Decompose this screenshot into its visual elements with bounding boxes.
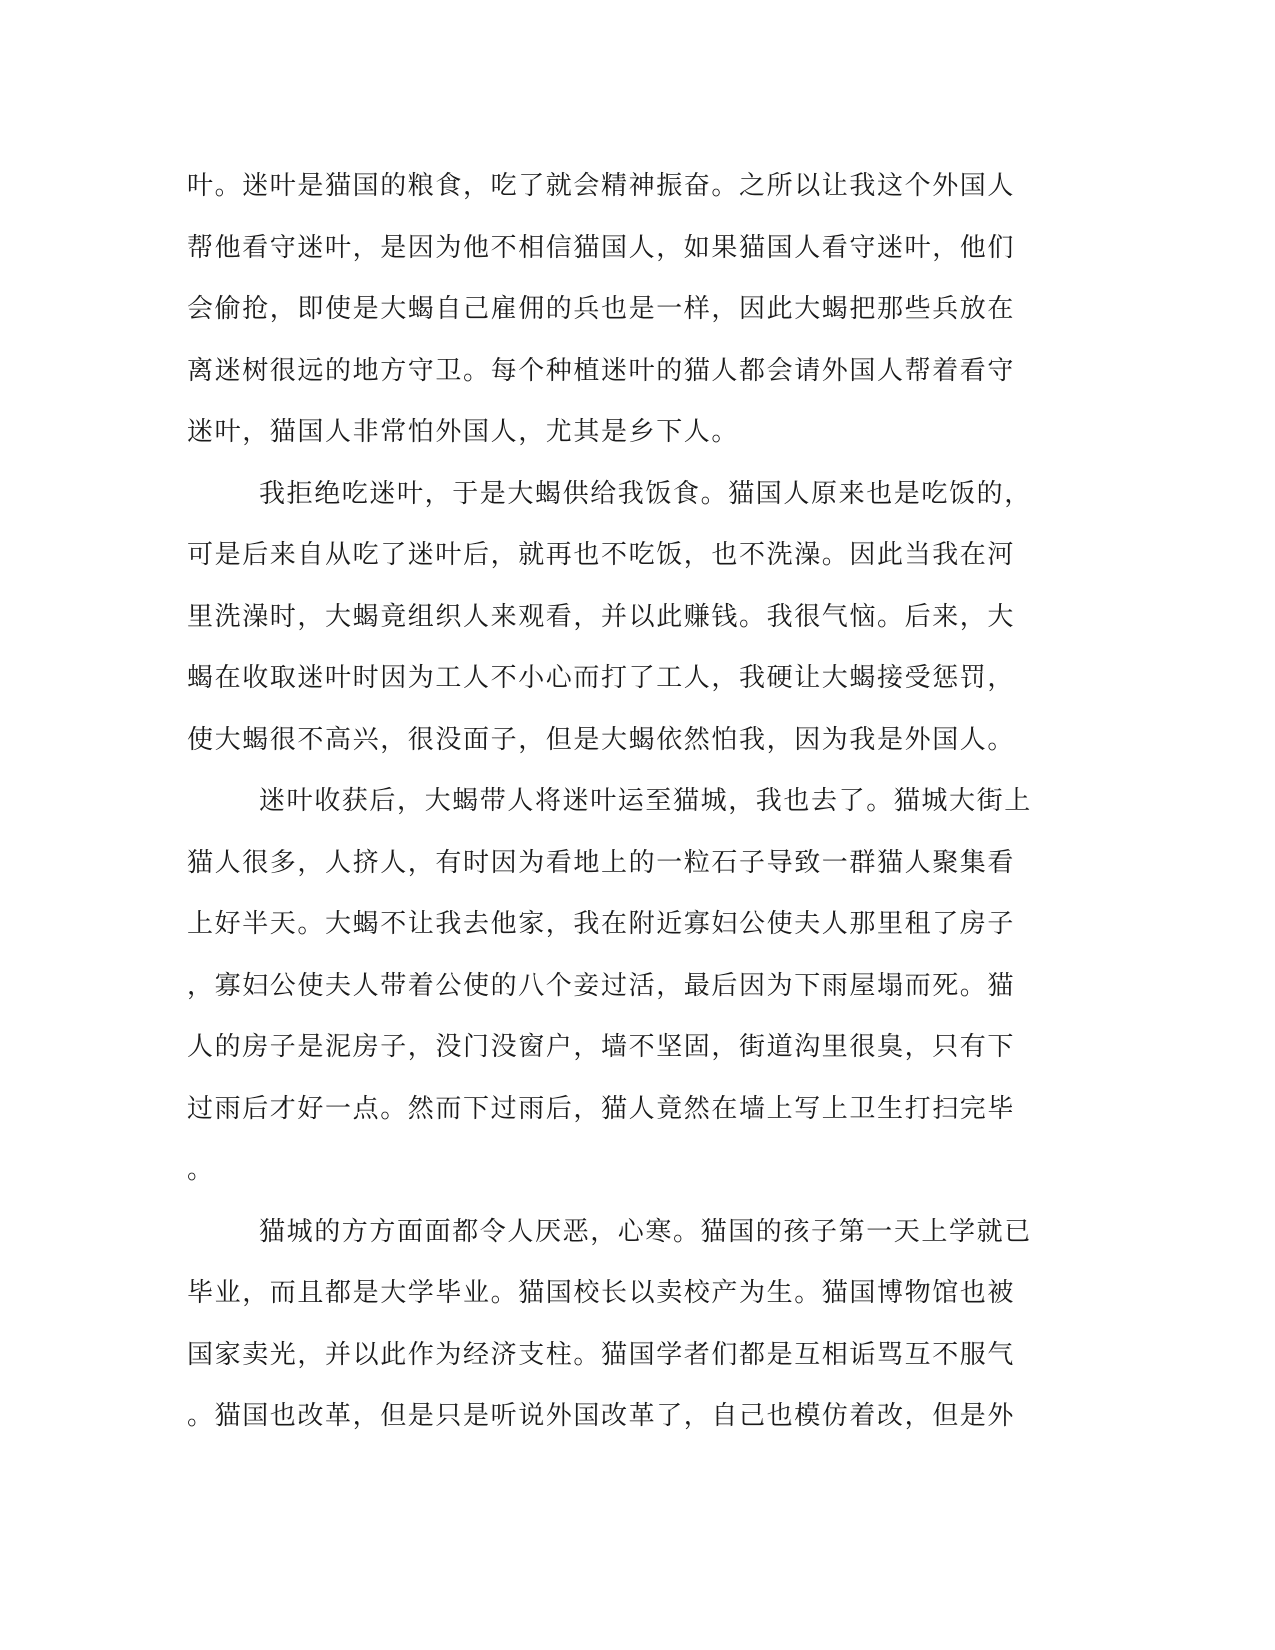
- text-line: 。猫国也改革，但是只是听说外国改革了，自己也模仿着改，但是外: [187, 1401, 1016, 1431]
- text-line: 上好半天。大蝎不让我去他家，我在附近寡妇公使夫人那里租了房子: [187, 909, 1016, 939]
- text-line: 猫人很多，人挤人，有时因为看地上的一粒石子导致一群猫人聚集看: [187, 847, 1016, 878]
- text-line: 人的房子是泥房子，没门没窗户，墙不坚固，街道沟里很臭，只有下: [187, 1032, 1016, 1062]
- text-line: 毕业，而且都是大学毕业。猫国校长以卖校产为生。猫国博物馆也被: [187, 1278, 1016, 1308]
- text-line: 迷叶，猫国人非常怕外国人，尤其是乡下人。: [187, 417, 740, 447]
- text-line: 离迷树很远的地方守卫。每个种植迷叶的猫人都会请外国人帮着看守: [187, 355, 1016, 386]
- text-line: 会偷抢，即使是大蝎自己雇佣的兵也是一样，因此大蝎把那些兵放在: [187, 294, 1016, 324]
- text-line: 帮他看守迷叶，是因为他不相信猫国人，如果猫国人看守迷叶，他们: [187, 232, 1016, 263]
- text-line: 过雨后才好一点。然而下过雨后，猫人竟然在墙上写上卫生打扫完毕: [187, 1093, 1016, 1124]
- text-line: 里洗澡时，大蝎竟组织人来观看，并以此赚钱。我很气恼。后来，大: [187, 601, 1016, 632]
- paragraph-first-line: 猫城的方方面面都令人厌恶，心寒。猫国的孩子第一天上学就已: [259, 1216, 1032, 1247]
- text-line: 蝎在收取迷叶时因为工人不小心而打了工人，我硬让大蝎接受惩罚，: [187, 663, 1016, 693]
- body-text: [187, 156, 1067, 1448]
- text-line: 国家卖光，并以此作为经济支柱。猫国学者们都是互相诟骂互不服气: [187, 1339, 1016, 1370]
- text-line: 使大蝎很不高兴，很没面子，但是大蝎依然怕我，因为我是外国人。: [187, 724, 1016, 755]
- text-line: 。: [187, 1155, 215, 1185]
- paragraph-first-line: 迷叶收获后，大蝎带人将迷叶运至猫城，我也去了。猫城大街上: [259, 786, 1032, 816]
- text-line: 可是后来自从吃了迷叶后，就再也不吃饭，也不洗澡。因此当我在河: [187, 540, 1016, 570]
- text-line: ，寡妇公使夫人带着公使的八个妾过活，最后因为下雨屋塌而死。猫: [187, 970, 1016, 1001]
- text-line: 叶。迷叶是猫国的粮食，吃了就会精神振奋。之所以让我这个外国人: [187, 171, 1016, 201]
- paragraph-first-line: 我拒绝吃迷叶，于是大蝎供给我饭食。猫国人原来也是吃饭的，: [259, 478, 1032, 509]
